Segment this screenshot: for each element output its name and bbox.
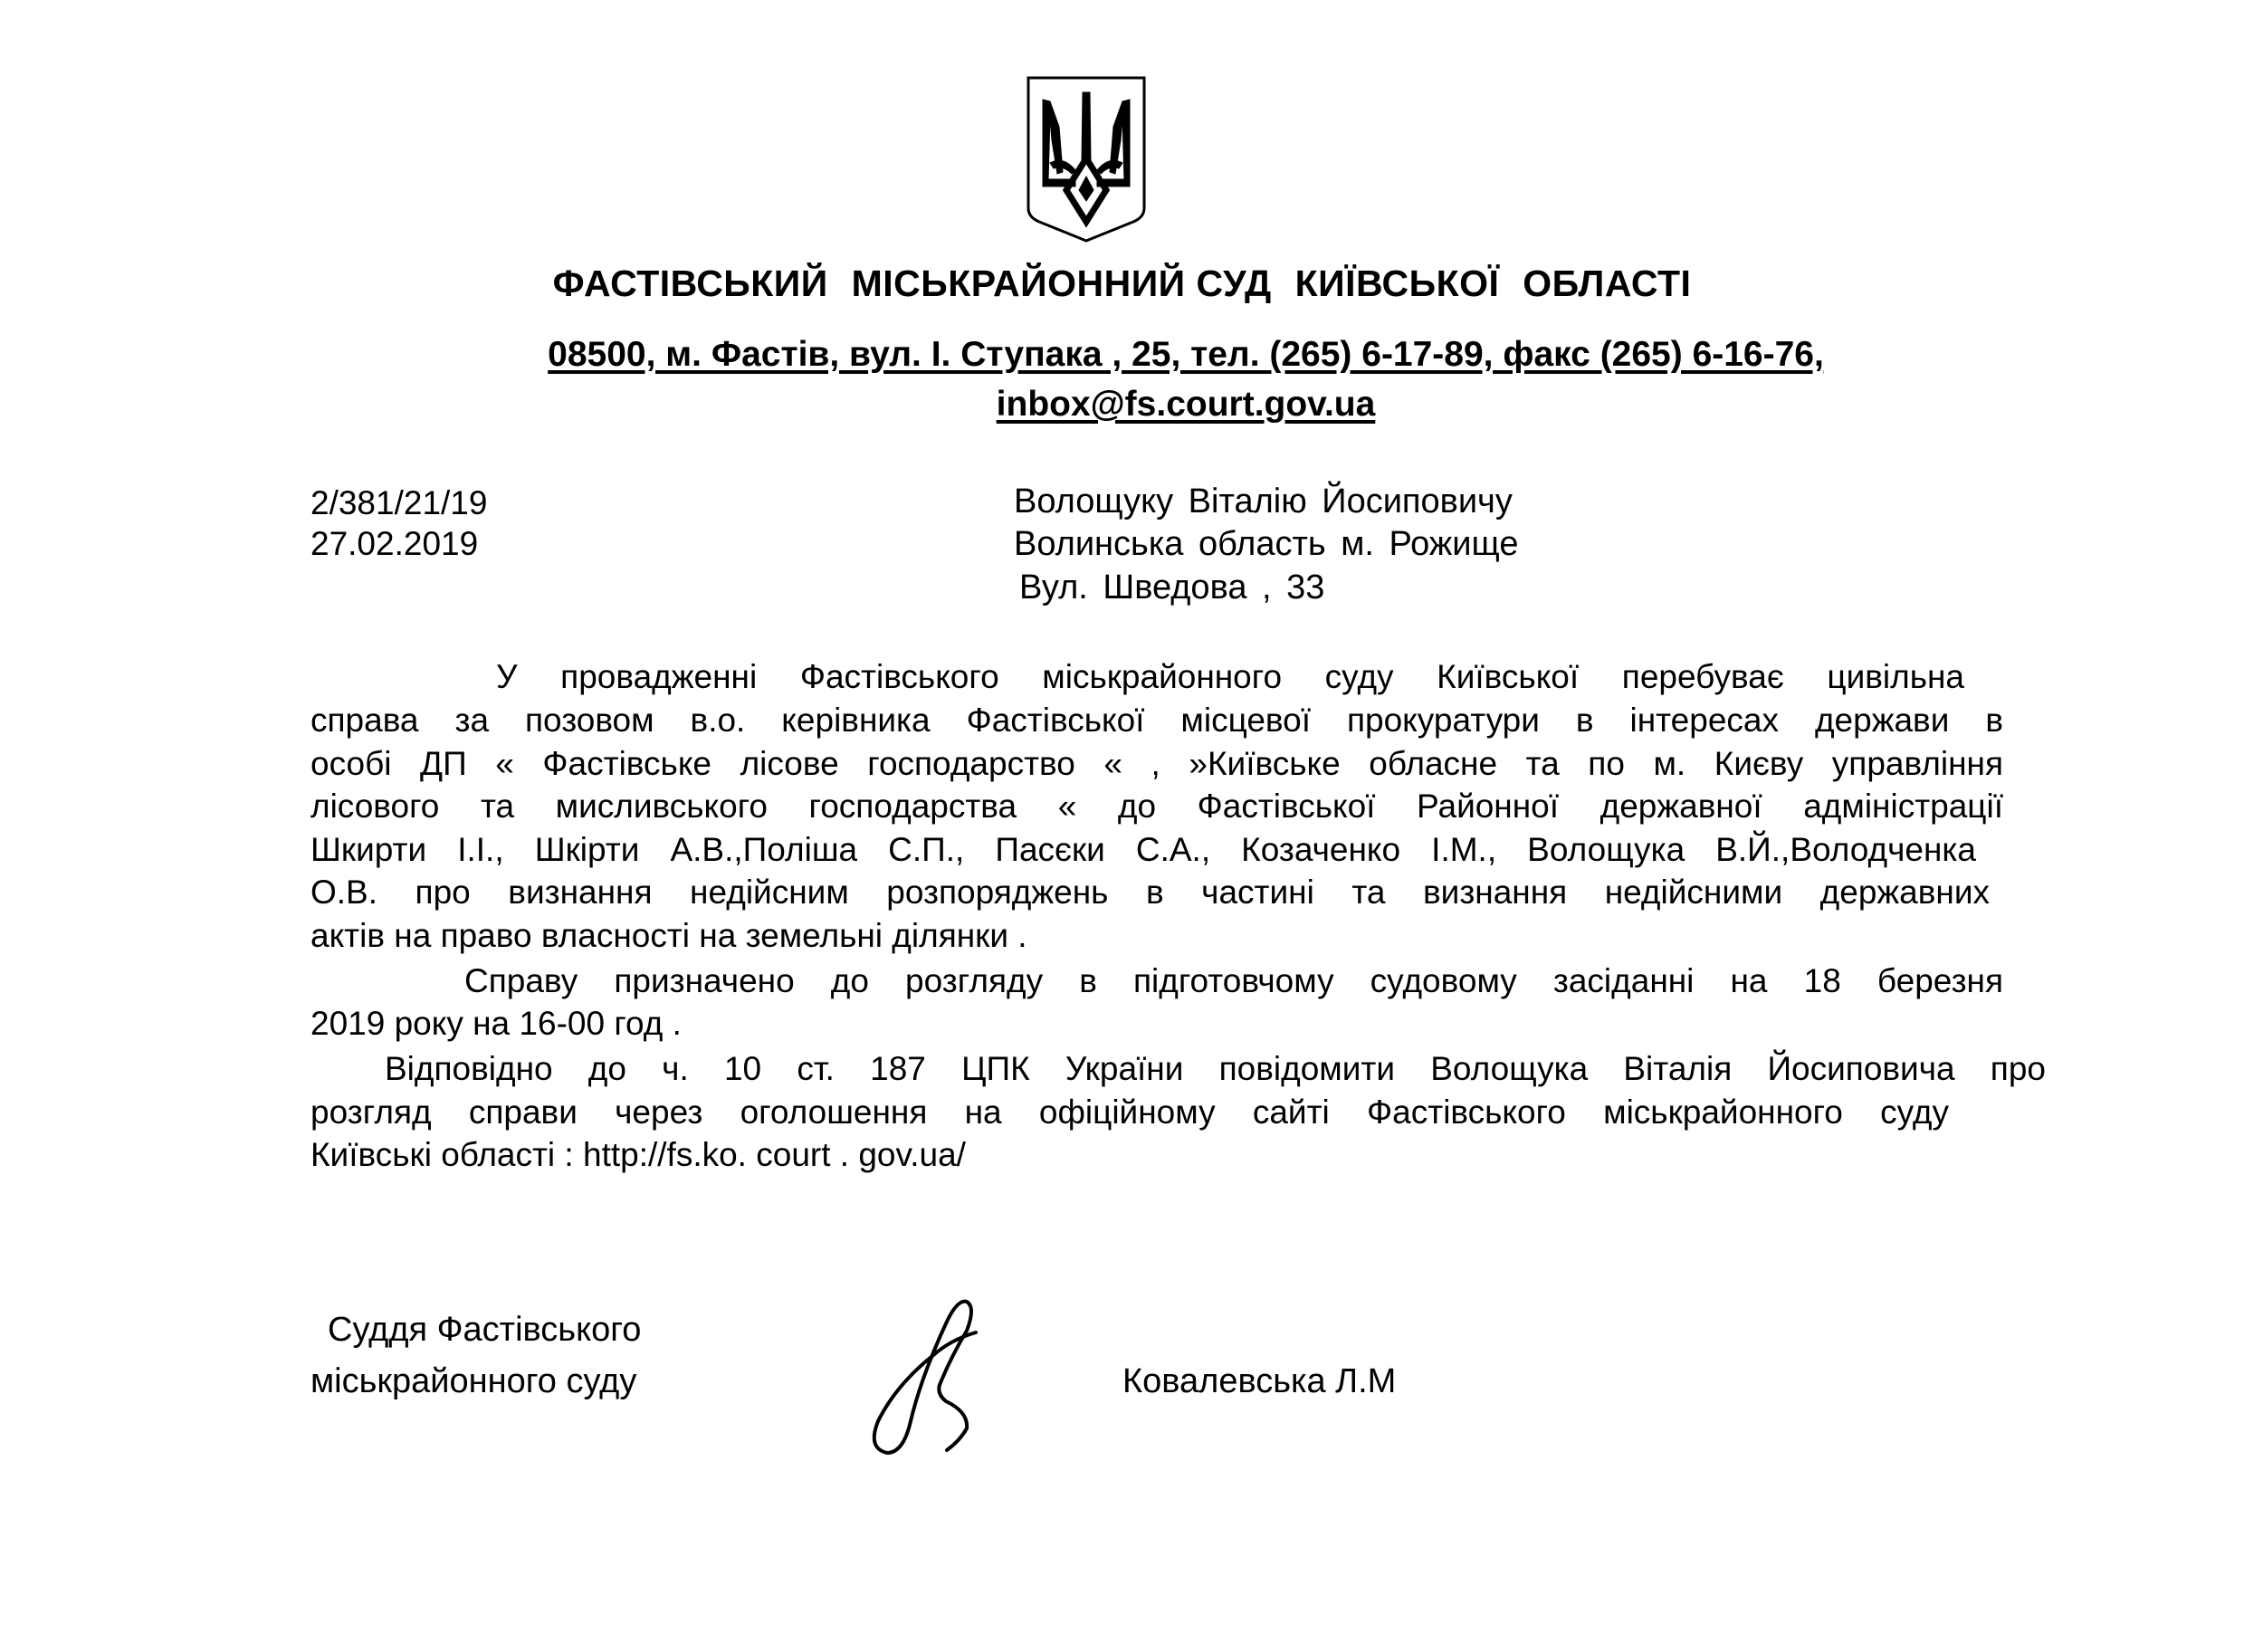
body-line: справа за позовом в.о. керівника Фастівської місцевої прокуратури в інтересах держави в bbox=[310, 702, 2003, 739]
judge-title-line: Суддя Фастівського bbox=[328, 1311, 642, 1349]
court-address: 08500, м. Фастів, вул. І. Ступака , 25, тел. (265) 6-17-89, факс (265) 6-16-76, bbox=[548, 335, 1824, 374]
body-line: Шкирти І.І., Шкірти А.В.,Поліша С.П., Пасєки С.А., Козаченко І.М., Волощука В.Й.,Володченка bbox=[310, 831, 1976, 868]
court-name-part: ФАСТІВСЬКИЙ bbox=[552, 263, 828, 304]
coat-of-arms-icon bbox=[1023, 72, 1150, 244]
signature-icon bbox=[860, 1285, 1005, 1457]
court-name-part: МІСЬКРАЙОННИЙ СУД bbox=[851, 263, 1272, 304]
body-line: У провадженні Фастівського міськрайонного суду Київської перебуває цивільна bbox=[496, 658, 1964, 695]
addressee-region-city: Волинська область м. Рожище bbox=[1014, 525, 1519, 563]
body-line: 2019 року на 16-00 год . bbox=[310, 1005, 682, 1042]
reference-number: 2/381/21/19 bbox=[310, 484, 488, 521]
addressee-street: Вул. Шведова , 33 bbox=[1019, 568, 1325, 606]
body-line: лісового та мисливського господарства « до Фастівської Районної державної адміністрації bbox=[310, 788, 2003, 825]
body-line: Відповідно до ч. 10 ст. 187 ЦПК України повідомити Волощука Віталія Йосиповича про bbox=[385, 1050, 2046, 1087]
court-email: inbox@fs.court.gov.ua bbox=[996, 385, 1376, 424]
court-name-part: КИЇВСЬКОЇ bbox=[1294, 263, 1500, 304]
body-line: Київські області : http://fs.ko. court . gov.ua/ bbox=[310, 1136, 966, 1173]
body-line: особі ДП « Фастівське лісове господарство « , »Київське обласне та по м. Києву управління bbox=[310, 745, 2003, 782]
body-line: Справу призначено до розгляду в підготовчому судовому засіданні на 18 березня bbox=[464, 962, 2003, 999]
court-name-part: ОБЛАСТІ bbox=[1523, 263, 1692, 304]
body-line: розгляд справи через оголошення на офіційному сайті Фастівського міськрайонного суду bbox=[310, 1093, 1949, 1131]
body-line: актів на право власності на земельні ділянки . bbox=[310, 917, 1027, 954]
body-line: О.В. про визнання недійсним розпоряджень в частині та визнання недійсними державних bbox=[310, 874, 1990, 911]
addressee-name: Волощуку Віталію Йосиповичу bbox=[1014, 482, 1513, 520]
judge-title-line: міськрайонного суду bbox=[310, 1362, 637, 1400]
court-name-heading bbox=[0, 263, 2244, 305]
judge-name: Ковалевська Л.М bbox=[1122, 1362, 1397, 1400]
reference-date: 27.02.2019 bbox=[310, 525, 479, 562]
